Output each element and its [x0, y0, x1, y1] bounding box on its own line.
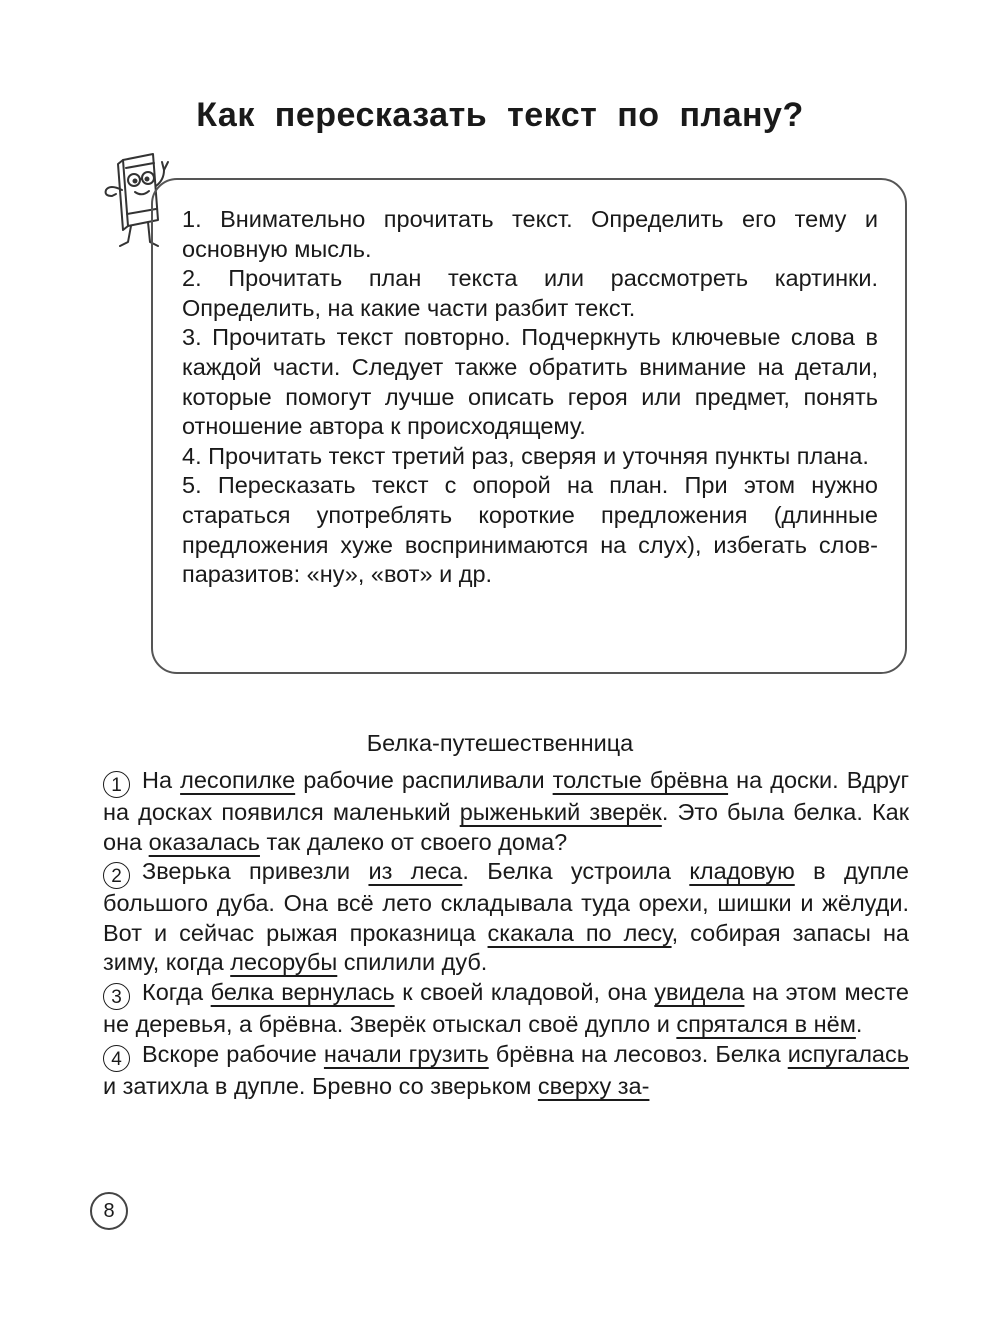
story-text-segment: брёвна на лесовоз. Белка	[488, 1040, 788, 1067]
part-number-badge: 1	[103, 771, 130, 798]
story-text-segment: Когда	[142, 978, 211, 1005]
story-text-segment: Зверька привезли	[142, 858, 369, 885]
story-text-segment: . Белка устроила	[462, 858, 690, 885]
key-word: рыженький зверёк	[459, 799, 662, 825]
tips-list	[182, 205, 878, 590]
key-word: толстые брёвна	[552, 767, 729, 793]
tip-3: 3. Прочитать текст повторно. Подчеркнуть ключевые слова в каждой части. Следует также обратить внимание на детали, которые помогут лучше описать героя или предмет, понять отношение автора к происходящему.	[182, 324, 878, 440]
story-text-segment: и затихла в дупле. Бревно со зверьком	[103, 1072, 538, 1099]
page-title: Как пересказать текст по плану?	[196, 96, 804, 134]
page-number: 8	[90, 1192, 128, 1230]
key-word: белка вернулась	[210, 978, 395, 1005]
story-part-3	[103, 978, 909, 1040]
key-word: оказалась	[148, 828, 260, 855]
story-text-segment: .	[855, 1010, 863, 1037]
story-text-segment: Вскоре рабочие	[142, 1040, 324, 1067]
key-word: начали грузить	[323, 1040, 489, 1067]
story-text-segment: , собирая запасы на зиму, когда	[103, 919, 909, 976]
part-number-badge: 4	[103, 1045, 130, 1072]
key-word: сверху за-	[537, 1072, 650, 1099]
story-text-segment: спилили дуб.	[337, 949, 488, 976]
key-word: скакала по лесу	[487, 919, 672, 946]
story-part-4	[103, 1040, 909, 1102]
key-word: спрятался в нём	[676, 1010, 856, 1037]
story-text-segment: . Это была белка. Как она	[103, 799, 909, 855]
tip-1: 1. Внимательно прочитать текст. Определить его тему и основную мысль.	[182, 206, 878, 262]
key-word: лесопилке	[180, 767, 296, 793]
key-word: увидела	[654, 978, 745, 1005]
key-word: лесорубы	[230, 949, 338, 976]
story-text-segment: к своей кладовой, она	[394, 978, 655, 1005]
tip-2: 2. Прочитать план текста или рассмотреть картинки. Определить, на какие части разбит текст.	[182, 265, 878, 321]
part-number-badge: 3	[103, 983, 130, 1010]
story-text-segment: на этом месте не деревья, а брёвна. Зверёк отыскал своё дупло и	[103, 978, 909, 1037]
key-word: из леса	[368, 858, 463, 885]
tip-5: 5. Пересказать текст с опорой на план. При этом нужно стараться употреблять короткие предложения (длинные предложения хуже воспринимаются на слух), избегать слов-паразитов: «ну», «вот» и др.	[182, 472, 878, 588]
key-word: кладовую	[689, 858, 795, 885]
story-text-segment: На	[142, 767, 181, 793]
story-part-1	[103, 766, 909, 857]
story-text-segment: на доски. Вдруг на досках появился маленький	[103, 767, 910, 825]
key-word: испугалась	[787, 1040, 909, 1067]
part-number-badge: 2	[103, 862, 130, 889]
story-text-segment: рабочие распиливали	[295, 767, 553, 793]
story-part-2	[103, 857, 909, 978]
tip-4: 4. Прочитать текст третий раз, сверяя и уточняя пункты плана.	[182, 442, 869, 469]
story-text-segment: так далеко от своего дома?	[259, 828, 568, 855]
story-text	[103, 766, 909, 1101]
story-text-segment: в дупле большого дуба. Она всё лето складывала туда орехи, шишки и жёлуди. Вот и сейчас рыжая проказница	[103, 858, 909, 946]
story-title: Белка-путешественница	[366, 730, 634, 756]
